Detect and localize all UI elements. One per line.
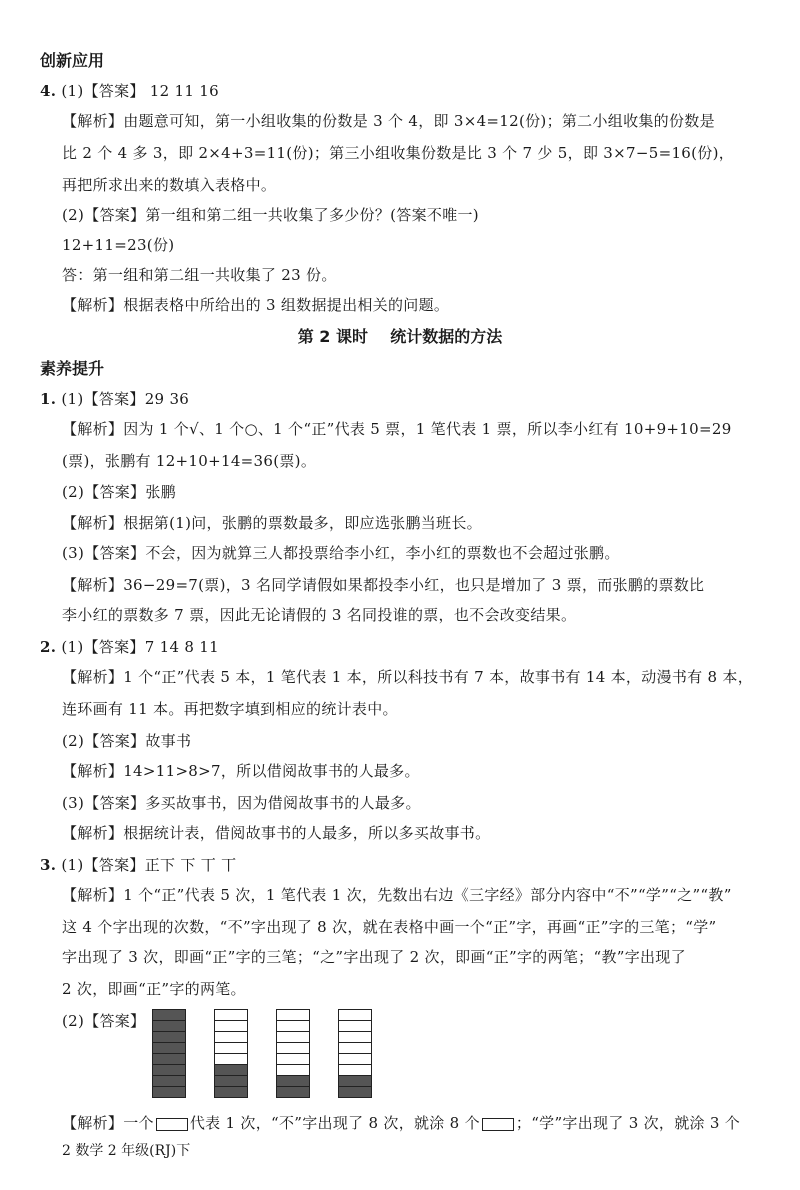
q4-p2-answer: (2)【答案】第一组和第二组一共收集了多少份？(答案不唯一) [62, 206, 479, 224]
q2-p1-answer: (1)【答案】7 14 8 11 [61, 638, 219, 656]
q3-number: 3. [40, 856, 57, 874]
q1-number: 1. [40, 390, 57, 408]
q2-number: 2. [40, 638, 57, 656]
q3-p2-explain-c: ；“学”字出现了 3 次，就涂 3 个 [515, 1114, 741, 1132]
q3-p2-answer: (2)【答案】 [62, 1012, 146, 1030]
q2-p2-answer: (2)【答案】故事书 [62, 732, 192, 750]
bar-column-2 [214, 1010, 248, 1098]
q1-p2-explain: 【解析】根据第(1)问，张鹏的票数最多，即应选张鹏当班长。 [62, 514, 482, 532]
q1-p1-answer: (1)【答案】29 36 [61, 390, 190, 408]
section-title-literacy: 素养提升 [40, 359, 105, 378]
q4-p1-answer: (1)【答案】 12 11 16 [61, 82, 219, 100]
q4-p1-head [40, 80, 219, 101]
q2-p1-explain-2: 连环画有 11 本。再把数字填到相应的统计表中。 [62, 700, 398, 718]
q4-p1-explain-3: 再把所求出来的数填入表格中。 [62, 176, 277, 194]
q2-p2-explain: 【解析】14>11>8>7，所以借阅故事书的人最多。 [62, 762, 420, 780]
page-footer: 2 数学 2 年级(RJ)下 [62, 1143, 191, 1159]
q4-p1-explain-2: 比 2 个 4 多 3，即 2×4+3=11(份)；第三小组收集份数是比 3 个 7 少 5，即 3×7−5=16(份)， [62, 144, 735, 162]
bar-column-4 [338, 1010, 372, 1098]
q1-p3-answer: (3)【答案】不会，因为就算三人都投票给李小红，李小红的票数也不会超过张鹏。 [62, 544, 620, 562]
bar-cell [338, 1086, 372, 1098]
q1-p2-answer: (2)【答案】张鹏 [62, 483, 176, 501]
q4-p2-calc: 12+11=23(份) [62, 236, 175, 254]
q3-p1-answer: (1)【答案】正下 下 丅 丅 [61, 856, 237, 874]
q2-p1-explain-1: 【解析】1 个“正”代表 5 本，1 笔代表 1 本，所以科技书有 7 本，故事书有 14 本，动漫书有 8 本， [62, 668, 754, 686]
q1-p3-explain-2: 李小红的票数多 7 票，因此无论请假的 3 名同投谁的票，也不会改变结果。 [62, 606, 577, 624]
tally-bar-chart [152, 1010, 392, 1100]
section-title-innovation: 创新应用 [40, 51, 105, 70]
q3-p2-explain-b: 代表 1 次，“不”字出现了 8 次，就涂 8 个 [189, 1114, 480, 1132]
q3-p2-explain-a: 【解析】一个 [62, 1114, 154, 1132]
q4-p2-explain: 【解析】根据表格中所给出的 3 组数据提出相关的问题。 [62, 296, 450, 314]
q2-p1-head [40, 636, 219, 657]
q3-p1-explain-3: 字出现了 3 次，即画“正”字的三笔；“之”字出现了 2 次，即画“正”字的两笔；“教”字出现了 [62, 948, 686, 966]
q4-number: 4. [40, 82, 57, 100]
bar-column-1 [152, 1010, 186, 1098]
q4-p2-reply: 答：第一组和第二组一共收集了 23 份。 [62, 266, 337, 284]
q3-p1-explain-2: 这 4 个字出现的次数，“不”字出现了 8 次，就在表格中画一个“正”字，再画“正”字的三笔；“学” [62, 918, 717, 936]
unit-box-icon [482, 1118, 514, 1131]
q1-p1-head [40, 388, 189, 409]
bar-cell [214, 1086, 248, 1098]
q2-p3-answer: (3)【答案】多买故事书，因为借阅故事书的人最多。 [62, 794, 421, 812]
q3-p1-explain-4: 2 次，即画“正”字的两笔。 [62, 980, 246, 998]
bar-cell [152, 1086, 186, 1098]
q1-p1-explain-1: 【解析】因为 1 个√、1 个○、1 个“正”代表 5 票，1 笔代表 1 票，所以李小红有 10+9+10=29 [62, 420, 732, 438]
q1-p1-explain-2: (票)，张鹏有 12+10+14=36(票)。 [62, 452, 317, 470]
q3-p1-explain-1: 【解析】1 个“正”代表 5 次，1 笔代表 1 次，先数出右边《三字经》部分内容中“不”“学”“之”“教” [62, 886, 732, 904]
q1-p3-explain-1: 【解析】36−29=7(票)，3 名同学请假如果都投李小红，也只是增加了 3 票，而张鹏的票数比 [62, 576, 705, 594]
q3-p1-head [40, 854, 236, 875]
q4-p1-explain-1: 【解析】由题意可知，第一小组收集的份数是 3 个 4，即 3×4=12(份)；第二小组收集的份数是 [62, 112, 715, 130]
q2-p3-explain: 【解析】根据统计表，借阅故事书的人最多，所以多买故事书。 [62, 824, 491, 842]
unit-box-icon [156, 1118, 188, 1131]
bar-column-3 [276, 1010, 310, 1098]
bar-cell [276, 1086, 310, 1098]
q3-p2-explain [62, 1112, 740, 1133]
lesson-title: 第 2 课时 统计数据的方法 [297, 327, 503, 346]
